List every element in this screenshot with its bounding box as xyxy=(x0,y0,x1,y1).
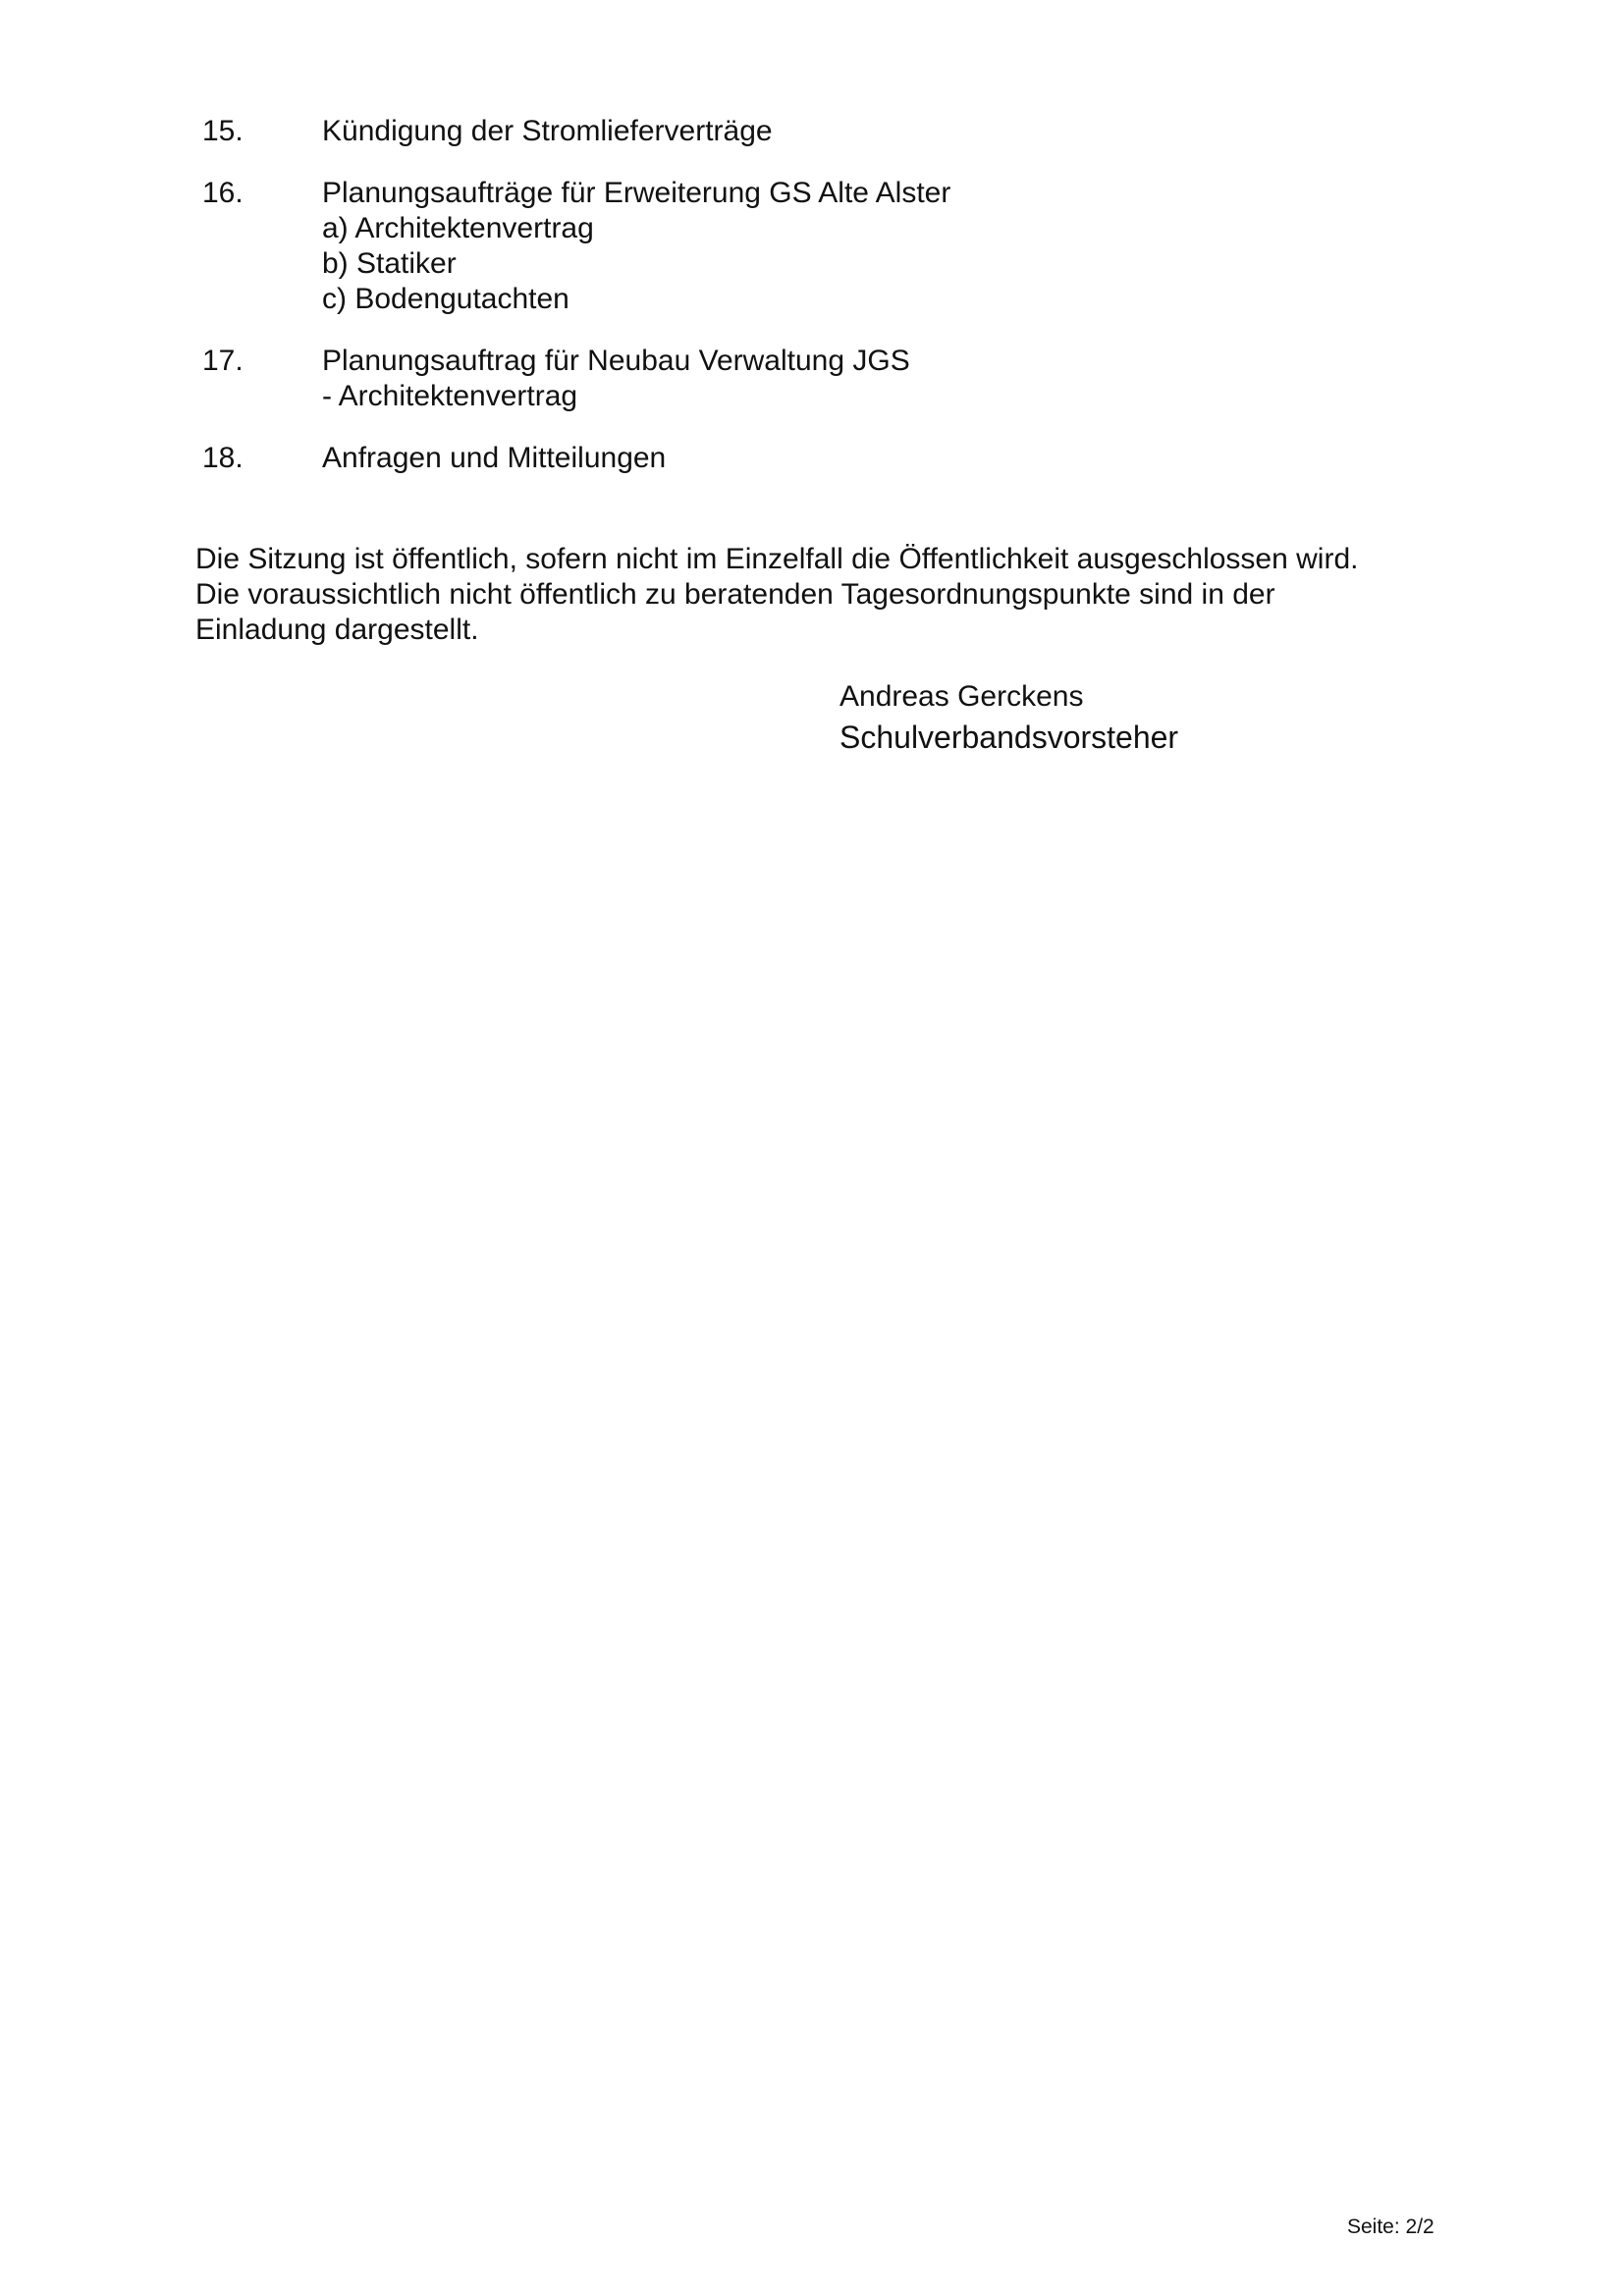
agenda-sub-item: - Architektenvertrag xyxy=(322,380,578,412)
agenda-item-title: Kündigung der Stromlieferverträge xyxy=(322,115,773,147)
notice-line: Einladung dargestellt. xyxy=(195,614,479,646)
agenda-item-body xyxy=(322,114,773,149)
agenda-item-15 xyxy=(202,114,1479,149)
agenda-item-18 xyxy=(202,441,1479,476)
agenda-item-body xyxy=(322,441,666,476)
agenda-item-number: 17. xyxy=(202,345,244,377)
agenda-item-17 xyxy=(202,344,1479,414)
agenda-item-body xyxy=(322,344,910,414)
agenda-item-16 xyxy=(202,176,1479,317)
agenda-item-body xyxy=(322,176,950,317)
notice-line: Die Sitzung ist öffentlich, sofern nicht im Einzelfall die Öffentlichkeit ausgeschlossen wird. xyxy=(195,543,1359,575)
agenda-item-title: Planungsaufträge für Erweiterung GS Alte Alster xyxy=(322,177,951,209)
notice-line: Die voraussichtlich nicht öffentlich zu beratenden Tagesordnungspunkte sind in der xyxy=(195,578,1275,611)
agenda-item-number: 18. xyxy=(202,442,244,474)
agenda-list xyxy=(202,114,1479,503)
page-number: Seite: 2/2 xyxy=(1347,2216,1435,2238)
signer-name: Andreas Gerckens xyxy=(839,680,1084,713)
agenda-sub-item: c) Bodengutachten xyxy=(322,283,569,315)
signature-block xyxy=(839,679,1429,758)
agenda-item-title: Planungsauftrag für Neubau Verwaltung JGS xyxy=(322,345,910,377)
agenda-item-number: 15. xyxy=(202,115,244,147)
public-session-notice xyxy=(195,542,1472,648)
signer-role: Schulverbandsvorsteher xyxy=(839,720,1179,755)
agenda-sub-item: b) Statiker xyxy=(322,247,457,280)
agenda-sub-item: a) Architektenvertrag xyxy=(322,212,594,244)
agenda-item-title: Anfragen und Mitteilungen xyxy=(322,442,667,474)
agenda-item-number: 16. xyxy=(202,177,244,209)
